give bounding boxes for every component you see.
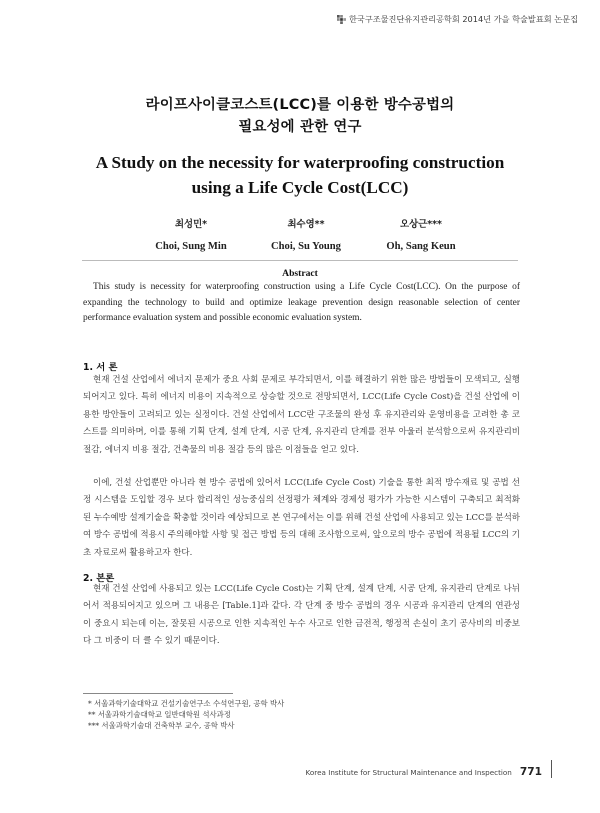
footer-divider [551, 760, 552, 778]
author-name-korean: 최수영** [287, 219, 325, 230]
author-1 [136, 218, 246, 253]
footnote: *** 서울과학기술대 건축학부 교수, 공학 박사 [88, 721, 235, 731]
author-name-english: Choi, Sung Min [155, 241, 227, 252]
footnote-divider [83, 693, 233, 694]
footnote: * 서울과학기술대학교 건설기술연구소 수석연구원, 공학 박사 [88, 699, 285, 708]
section-heading-introduction: 1. 서 론 [83, 362, 118, 373]
author-3 [366, 218, 476, 253]
footnote: ** 서울과학기술대학교 일반대학원 석사과정 [88, 710, 231, 720]
paragraph: 현재 건설 산업에 사용되고 있는 LCC(Life Cycle Cost)는 기획 단계, 설계 단계, 시공 단계, 유지관리 단계로 나뉘어서 적용되어지고 있으며 그 내용은 [Table.1]과 같다. 각 단계 중 방수 공법의 경우 시공과 유지관리 단계의 연관성이 중요시 되는데 이는, 잘못된 시공으로 인한 지속적인 누수 사고로 인한 금전적, 행정적 손실이 초기 공사비의 비중보다 그 비중이 더 클 수 있기 때문이다. [83, 584, 520, 647]
author-name-english: Choi, Su Young [271, 241, 341, 252]
author-2 [251, 218, 361, 253]
title-korean-line-1: 라이프사이클코스트(LCC)를 이용한 방수공법의 [145, 97, 455, 113]
author-name-english: Oh, Sang Keun [386, 241, 456, 252]
footnotes [88, 698, 284, 732]
title-english-line-1: A Study on the necessity for waterproofing construction [95, 153, 505, 172]
footer-institute: Korea Institute for Structural Maintenance and Inspection [305, 767, 512, 777]
title-english-line-2: using a Life Cycle Cost(LCC) [191, 178, 409, 197]
abstract-body: This study is necessity for waterproofing construction using a Life Cycle Cost(LCC). On the purpose of expanding the technology to build and optimize leakage prevention design reasonable selection of center performance evaluation system and possible economic evaluation system. [83, 282, 520, 324]
page-footer [306, 766, 542, 778]
paragraph: 현재 건설 산업에서 에너지 문제가 중요 사회 문제로 부각되면서, 이를 해결하기 위한 많은 방법들이 모색되고, 실행되어지고 있다. 특히 에너지 비용이 지속적으로 상승할 것으로 전망되면서, LCC(Life Cycle Cost)을 건설 산업에 이용한 방안들이 고려되고 있는 실정이다. 건설 산업에서 LCC란 구조물의 완성 후 유지관리와 운영비용을 고려한 총 코스트를 의미하며, 이를 통해 기획 단계, 설계 단계, 시공 단계, 유지관리 단계를 전부 아울러 분석함으로써 유지관리비 절감, 에너지 비용 절감, 건축물의 비용 절감 등의 많은 이점들을 얻고 있다. [83, 375, 520, 455]
author-name-korean: 오상근*** [400, 219, 442, 230]
society-logo-icon [337, 15, 346, 24]
abstract-heading: Abstract [282, 268, 318, 279]
title-korean [0, 94, 600, 138]
title-korean-line-2: 필요성에 관한 연구 [238, 119, 362, 135]
author-name-korean: 최성민* [174, 219, 208, 230]
section-heading-body: 2. 본론 [83, 573, 115, 584]
title-english [0, 150, 600, 200]
page-number: 771 [519, 766, 542, 778]
divider [82, 260, 518, 261]
author-list [136, 218, 476, 253]
paragraph: 이에, 건설 산업뿐만 아니라 현 방수 공법에 있어서 LCC(Life Cycle Cost) 기술을 통한 최적 방수재료 및 공법 선정 시스템을 도입할 경우 보다 합리적인 성능중심의 선정평가 체계와 경제성 평가가 가능한 시스템이 구축되고 최적화된 누수예방 설계기술을 확충할 것이라 예상되므로 본 연구에서는 이를 위해 건설 산업에 사용되고 있는 LCC를 분석하여 방수 공법에 적용시 주의해야할 사항 및 접근 방법 등의 대해 조사함으로써, 앞으로의 방수 공법에 적용될 LCC의 기초 자료로써 활용하고자 한다. [83, 478, 520, 558]
conference-name: 한국구조물진단유지관리공학회 2014년 가을 학술발표회 논문집 [349, 14, 578, 24]
running-header [337, 14, 578, 25]
